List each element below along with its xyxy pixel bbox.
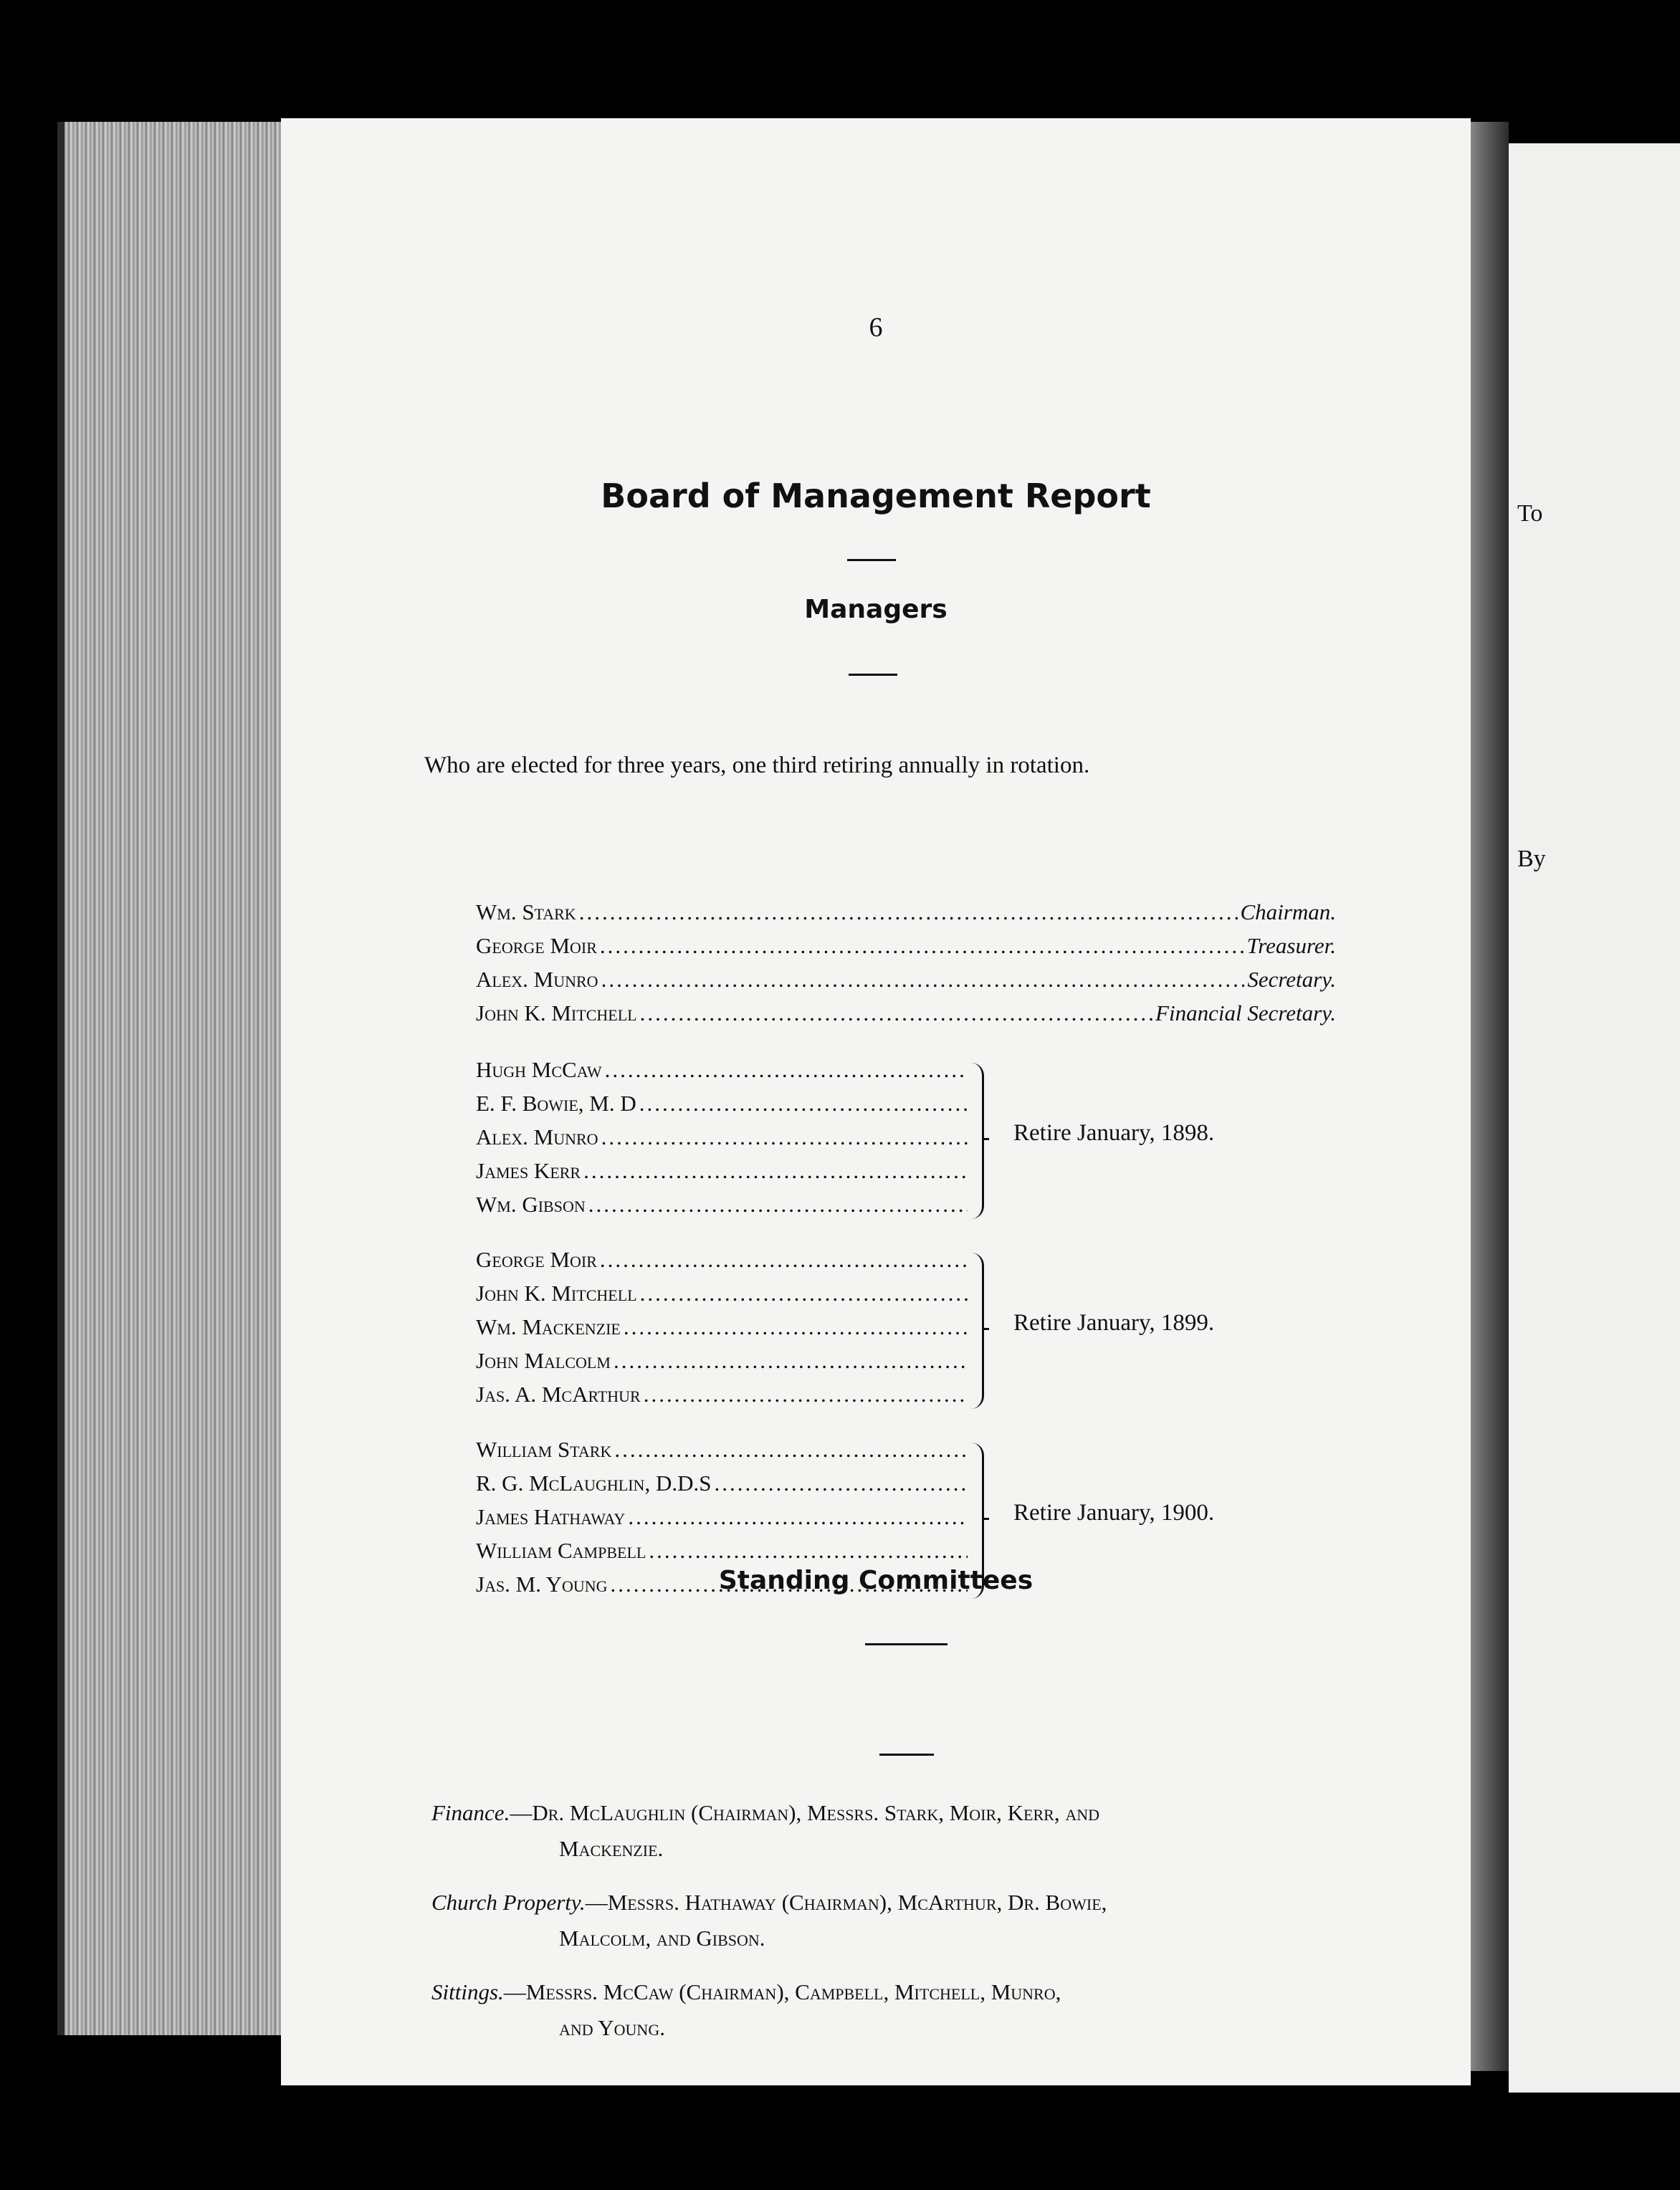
leader-dots xyxy=(649,1538,968,1564)
officer-title: Chairman. xyxy=(1240,899,1336,924)
manager-row xyxy=(476,1091,970,1124)
manager-row xyxy=(476,1281,970,1314)
manager-row xyxy=(476,1348,970,1382)
committee-sittings xyxy=(431,1974,1435,2046)
committee-church-property xyxy=(431,1885,1435,1956)
manager-name: James Hathaway xyxy=(476,1504,626,1529)
committee-members-cont: Mackenzie. xyxy=(559,1836,664,1861)
manager-row xyxy=(476,1437,970,1471)
manager-row xyxy=(476,1504,970,1538)
committee-members-cont: Malcolm, and Gibson. xyxy=(559,1926,765,1951)
manager-row xyxy=(476,1057,970,1091)
officer-name: John K. Mitchell xyxy=(476,1000,637,1025)
manager-name: Jas. A. McArthur xyxy=(476,1382,641,1407)
officer-title: Secretary. xyxy=(1247,967,1336,992)
leader-dots xyxy=(640,1281,968,1306)
retire-date: Retire January, 1899. xyxy=(1013,1310,1215,1336)
committee-members: —Dr. McLaughlin (Chairman), Messrs. Stark, Moir, Kerr, and xyxy=(510,1800,1099,1825)
intro-text: Who are elected for three years, one third retiring annually in rotation. xyxy=(424,752,1090,778)
manager-name: Hugh McCaw xyxy=(476,1057,602,1082)
committee-label: Finance. xyxy=(431,1800,510,1825)
manager-row xyxy=(476,1471,970,1504)
committee-finance xyxy=(431,1795,1435,1867)
section-title-managers: Managers xyxy=(804,595,948,624)
leader-dots xyxy=(579,899,1238,925)
group-brace-tip xyxy=(982,1138,989,1140)
leader-dots xyxy=(605,1057,968,1083)
manager-name: Wm. Mackenzie xyxy=(476,1314,621,1339)
document-page xyxy=(281,118,1471,2085)
officer-name: Wm. Stark xyxy=(476,899,576,924)
leader-dots xyxy=(624,1314,968,1340)
page-title: Board of Management Report xyxy=(601,477,1151,515)
manager-name: Jas. M. Young xyxy=(476,1572,608,1597)
leader-dots xyxy=(628,1504,968,1530)
manager-name: R. G. McLaughlin, D.D.S xyxy=(476,1471,712,1496)
facing-page-fragment-top: To xyxy=(1517,500,1543,527)
group-brace xyxy=(969,1253,984,1409)
managers-end-rule xyxy=(865,1643,948,1645)
facing-page-fragment-middle: By xyxy=(1517,846,1546,872)
officer-row xyxy=(476,1000,1336,1034)
manager-name: William Stark xyxy=(476,1437,612,1462)
committee-members: —Messrs. McCaw (Chairman), Campbell, Mitchell, Munro, xyxy=(503,1979,1061,2004)
manager-row xyxy=(476,1247,970,1281)
retire-date: Retire January, 1900. xyxy=(1013,1500,1215,1526)
leader-dots xyxy=(644,1382,968,1407)
leader-dots xyxy=(588,1192,968,1218)
officer-row xyxy=(476,933,1336,967)
manager-name: E. F. Bowie, M. D xyxy=(476,1091,636,1116)
committee-label: Sittings. xyxy=(431,1979,504,2004)
leader-dots xyxy=(583,1158,968,1184)
officer-title: Treasurer. xyxy=(1246,933,1336,958)
section-title-committees: Standing Committees xyxy=(718,1566,1034,1595)
leader-dots xyxy=(601,1124,968,1150)
committee-label: Church Property. xyxy=(431,1890,586,1915)
retire-group-1898 xyxy=(476,1057,1408,1225)
manager-row xyxy=(476,1124,970,1158)
manager-name: William Campbell xyxy=(476,1538,646,1563)
leader-dots xyxy=(600,1247,968,1273)
committees-rule xyxy=(879,1754,934,1756)
leader-dots xyxy=(614,1437,968,1463)
officer-name: Alex. Munro xyxy=(476,967,598,992)
manager-name: James Kerr xyxy=(476,1158,581,1183)
committee-members: —Messrs. Hathaway (Chairman), McArthur, Dr. Bowie, xyxy=(585,1890,1107,1915)
leader-dots xyxy=(714,1471,968,1496)
manager-name: Alex. Munro xyxy=(476,1124,598,1149)
retire-date: Retire January, 1898. xyxy=(1013,1120,1215,1146)
leader-dots xyxy=(614,1348,968,1374)
group-brace xyxy=(969,1063,984,1219)
manager-row xyxy=(476,1382,970,1415)
book-page-edges xyxy=(57,122,294,2035)
manager-row xyxy=(476,1192,970,1225)
officer-name: George Moir xyxy=(476,933,597,958)
facing-page xyxy=(1509,143,1680,2093)
title-rule xyxy=(847,559,896,561)
officer-row xyxy=(476,899,1336,933)
leader-dots xyxy=(640,1000,1152,1026)
group-brace-tip xyxy=(982,1328,989,1330)
officer-title: Financial Secretary. xyxy=(1155,1000,1336,1025)
page-number: 6 xyxy=(869,312,883,343)
manager-name: George Moir xyxy=(476,1247,597,1272)
leader-dots xyxy=(600,933,1244,959)
group-brace-tip xyxy=(982,1518,989,1520)
subtitle-rule xyxy=(849,674,897,676)
manager-row xyxy=(476,1314,970,1348)
leader-dots xyxy=(639,1091,968,1116)
committee-members-cont: and Young. xyxy=(559,2015,665,2040)
manager-name: John Malcolm xyxy=(476,1348,611,1373)
retire-group-1899 xyxy=(476,1247,1408,1415)
leader-dots xyxy=(601,967,1245,993)
manager-name: Wm. Gibson xyxy=(476,1192,586,1217)
officers-list xyxy=(476,899,1336,1034)
manager-name: John K. Mitchell xyxy=(476,1281,637,1306)
officer-row xyxy=(476,967,1336,1000)
manager-row xyxy=(476,1158,970,1192)
